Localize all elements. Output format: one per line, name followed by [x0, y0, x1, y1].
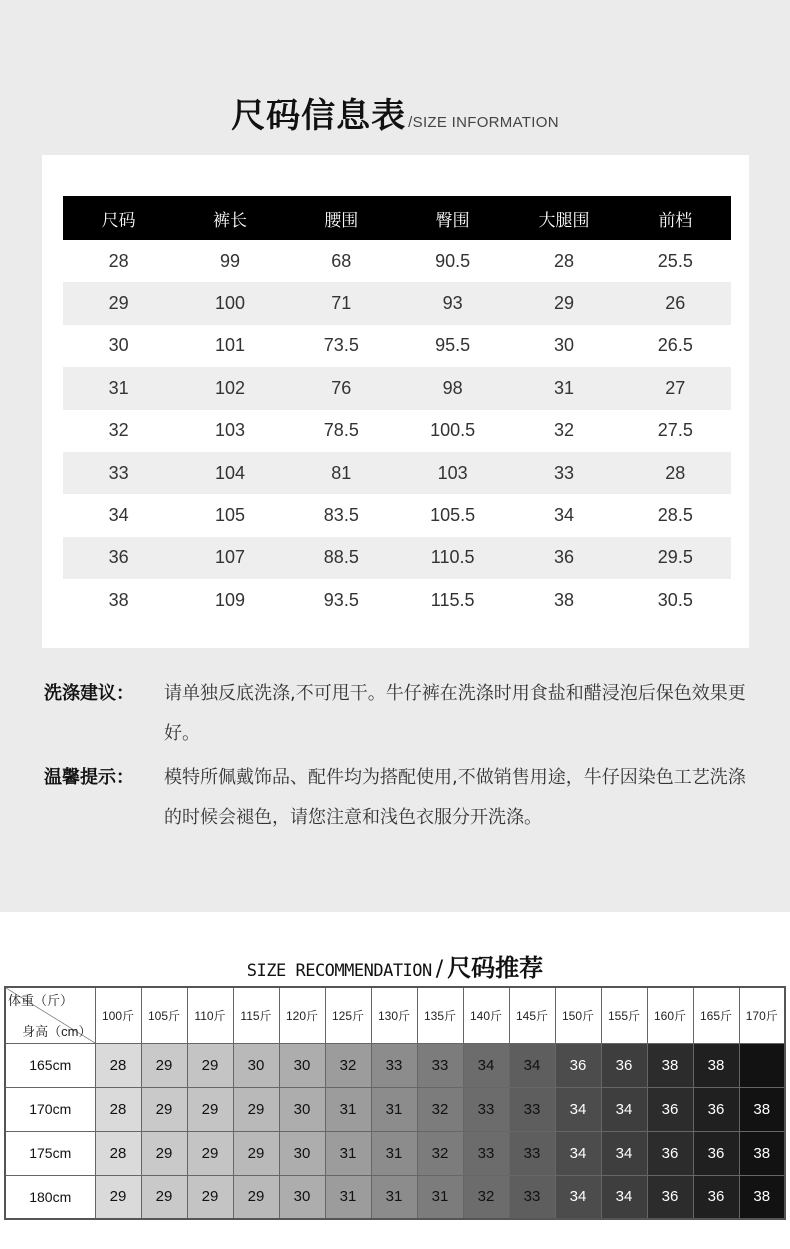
table-cell: 26 — [620, 282, 731, 324]
table-cell: 38 — [108, 589, 129, 610]
table-row — [63, 494, 731, 536]
table-cell: 30.5 — [657, 589, 693, 610]
recommended-size-cell: 34 — [601, 1087, 647, 1131]
corner-cell — [5, 987, 95, 1043]
recommended-size-cell: 32 — [325, 1043, 371, 1087]
recommended-size-cell: 34 — [555, 1175, 601, 1219]
recommended-size-cell: 36 — [647, 1131, 693, 1175]
table-cell: 28 — [620, 452, 731, 494]
recommended-size-cell: 28 — [95, 1043, 141, 1087]
recommended-size-cell: 33 — [463, 1131, 509, 1175]
recommended-size-cell: 32 — [417, 1087, 463, 1131]
wash-advice-text: 请单独反底洗涤,不可甩干。牛仔裤在洗涤时用食盐和醋浸泡后保色效果更好。 — [164, 683, 746, 744]
weight-header: 105斤 — [141, 987, 187, 1043]
table-cell: 81 — [286, 452, 397, 494]
recommended-size-cell: 29 — [233, 1175, 279, 1219]
recommended-size-cell: 34 — [601, 1131, 647, 1175]
size-table — [63, 196, 731, 622]
table-cell: 110.5 — [397, 537, 508, 579]
table-cell: 33 — [63, 452, 174, 494]
page-title — [0, 88, 790, 137]
table-cell: 36 — [508, 537, 619, 579]
height-label: 180cm — [5, 1175, 95, 1219]
size-table-header-row — [63, 196, 731, 240]
table-cell: 28 — [108, 250, 129, 271]
weight-header: 165斤 — [693, 987, 739, 1043]
recommended-size-cell: 33 — [463, 1087, 509, 1131]
recommended-size-cell: 33 — [371, 1043, 417, 1087]
table-row — [63, 537, 731, 579]
corner-weight-label: 体重（斤） — [8, 993, 74, 1008]
table-cell: 27.5 — [657, 420, 693, 441]
recommended-size-cell: 30 — [279, 1043, 325, 1087]
recommended-size-cell: 34 — [601, 1175, 647, 1219]
recommended-size-cell: 31 — [371, 1131, 417, 1175]
table-cell: 34 — [108, 505, 129, 526]
recommended-size-cell: 30 — [279, 1087, 325, 1131]
table-cell: 29 — [63, 282, 174, 324]
recommended-size-cell: 36 — [647, 1087, 693, 1131]
table-cell: 100.5 — [430, 420, 476, 441]
table-cell: 29.5 — [620, 537, 731, 579]
table-cell: 32 — [108, 420, 129, 441]
recommendation-row — [5, 1043, 785, 1087]
table-cell: 31 — [508, 367, 619, 409]
table-cell: 28 — [553, 250, 574, 271]
recommended-size-cell: 28 — [95, 1087, 141, 1131]
header-size: 尺码 — [63, 196, 174, 240]
recommended-size-cell: 33 — [417, 1043, 463, 1087]
recommended-size-cell: 32 — [417, 1131, 463, 1175]
recommendation-row — [5, 1131, 785, 1175]
table-cell: 102 — [174, 367, 285, 409]
recommended-size-cell: 30 — [233, 1043, 279, 1087]
table-cell: 95.5 — [435, 335, 471, 356]
table-cell: 93 — [397, 282, 508, 324]
header-front-rise: 前档 — [620, 196, 731, 240]
recommended-size-cell: 34 — [463, 1043, 509, 1087]
table-cell: 78.5 — [323, 420, 359, 441]
table-row — [63, 282, 731, 324]
recommended-size-cell: 33 — [509, 1087, 555, 1131]
recommended-size-cell: 38 — [693, 1043, 739, 1087]
weight-header: 155斤 — [601, 987, 647, 1043]
weight-header: 140斤 — [463, 987, 509, 1043]
table-row — [63, 579, 731, 621]
recommended-size-cell: 38 — [739, 1087, 785, 1131]
weight-header: 100斤 — [95, 987, 141, 1043]
table-cell: 30 — [553, 335, 574, 356]
recommendation-table — [4, 986, 786, 1220]
recommended-size-cell: 29 — [141, 1087, 187, 1131]
table-cell: 30 — [108, 335, 129, 356]
recommended-size-cell: 31 — [371, 1087, 417, 1131]
recommended-size-cell: 32 — [463, 1175, 509, 1219]
weight-header: 150斤 — [555, 987, 601, 1043]
recommended-size-cell: 38 — [739, 1175, 785, 1219]
weight-header: 145斤 — [509, 987, 555, 1043]
table-cell: 115.5 — [430, 589, 475, 610]
recommended-size-cell: 36 — [693, 1131, 739, 1175]
wash-advice-label: 洗涤建议： — [44, 683, 134, 704]
table-cell: 68 — [331, 250, 352, 271]
table-cell: 90.5 — [435, 250, 471, 271]
table-cell: 76 — [286, 367, 397, 409]
title-cn: 尺码信息表 — [231, 96, 407, 136]
table-cell: 105 — [214, 505, 246, 526]
recommendation-header-row — [5, 987, 785, 1043]
recommended-size-cell: 34 — [509, 1043, 555, 1087]
recommendation-title-en: SIZE RECOMMENDATION — [246, 961, 432, 981]
recommended-size-cell: 29 — [141, 1043, 187, 1087]
recommended-size-cell: 30 — [279, 1175, 325, 1219]
weight-header: 110斤 — [187, 987, 233, 1043]
recommendation-title-cn: 尺码推荐 — [447, 954, 544, 982]
recommended-size-cell: 36 — [555, 1043, 601, 1087]
height-label: 165cm — [5, 1043, 95, 1087]
table-cell: 36 — [63, 537, 174, 579]
table-cell: 98 — [397, 367, 508, 409]
table-cell: 26.5 — [657, 335, 693, 356]
table-cell: 100 — [174, 282, 285, 324]
wash-advice — [44, 674, 764, 754]
recommended-size-cell: 29 — [233, 1087, 279, 1131]
warm-tip-label: 温馨提示： — [44, 767, 134, 788]
table-cell: 73.5 — [323, 335, 359, 356]
recommended-size-cell: 31 — [325, 1175, 371, 1219]
recommended-size-cell: 31 — [417, 1175, 463, 1219]
recommended-size-cell: 29 — [187, 1131, 233, 1175]
weight-header: 130斤 — [371, 987, 417, 1043]
table-cell: 31 — [63, 367, 174, 409]
recommended-size-cell: 34 — [555, 1131, 601, 1175]
table-cell: 34 — [553, 505, 574, 526]
recommended-size-cell — [739, 1043, 785, 1087]
header-waist: 腰围 — [286, 196, 397, 240]
table-cell: 93.5 — [323, 589, 359, 610]
table-cell: 103 — [214, 420, 246, 441]
table-cell: 71 — [286, 282, 397, 324]
recommended-size-cell: 29 — [187, 1043, 233, 1087]
recommended-size-cell: 29 — [141, 1131, 187, 1175]
recommended-size-cell: 30 — [279, 1131, 325, 1175]
table-row — [63, 325, 731, 367]
size-table-card — [42, 155, 749, 648]
height-label: 170cm — [5, 1087, 95, 1131]
table-cell: 103 — [397, 452, 508, 494]
recommended-size-cell: 29 — [141, 1175, 187, 1219]
table-cell: 25.5 — [657, 250, 693, 271]
table-cell: 88.5 — [286, 537, 397, 579]
table-row — [63, 367, 731, 409]
recommendation-title — [0, 948, 790, 983]
corner-height-label: 身高（cm） — [22, 1023, 92, 1039]
header-thigh: 大腿围 — [508, 196, 619, 240]
recommended-size-cell: 31 — [325, 1087, 371, 1131]
warm-tip — [44, 758, 764, 838]
table-cell: 101 — [214, 335, 246, 356]
size-table-body — [63, 240, 731, 622]
recommended-size-cell: 36 — [693, 1175, 739, 1219]
table-cell: 33 — [508, 452, 619, 494]
table-row — [63, 240, 731, 282]
recommended-size-cell: 38 — [647, 1043, 693, 1087]
recommendation-title-separator: / — [435, 957, 444, 982]
table-cell: 99 — [219, 250, 240, 271]
table-cell: 107 — [174, 537, 285, 579]
recommended-size-cell: 29 — [233, 1131, 279, 1175]
recommended-size-cell: 29 — [187, 1175, 233, 1219]
header-length: 裤长 — [174, 196, 285, 240]
recommended-size-cell: 36 — [601, 1043, 647, 1087]
table-cell: 83.5 — [323, 505, 359, 526]
recommended-size-cell: 33 — [509, 1131, 555, 1175]
table-row — [63, 452, 731, 494]
table-cell: 109 — [214, 589, 246, 610]
table-cell: 38 — [553, 589, 574, 610]
table-row — [63, 410, 731, 452]
recommended-size-cell: 36 — [693, 1087, 739, 1131]
warm-tip-text: 模特所佩戴饰品、配件均为搭配使用,不做销售用途，牛仔因染色工艺洗涤的时候会褪色，请您注意和浅色衣服分开洗涤。 — [164, 767, 746, 828]
weight-header: 160斤 — [647, 987, 693, 1043]
table-cell: 29 — [508, 282, 619, 324]
title-en: /SIZE INFORMATION — [408, 114, 559, 131]
recommended-size-cell: 28 — [95, 1131, 141, 1175]
recommended-size-cell: 34 — [555, 1087, 601, 1131]
weight-header: 125斤 — [325, 987, 371, 1043]
height-label: 175cm — [5, 1131, 95, 1175]
recommendation-row — [5, 1087, 785, 1131]
recommended-size-cell: 29 — [95, 1175, 141, 1219]
recommended-size-cell: 33 — [509, 1175, 555, 1219]
recommendation-body — [5, 1043, 785, 1219]
recommendation-row — [5, 1175, 785, 1219]
recommended-size-cell: 31 — [371, 1175, 417, 1219]
recommended-size-cell: 31 — [325, 1131, 371, 1175]
table-cell: 105.5 — [430, 505, 476, 526]
weight-header: 120斤 — [279, 987, 325, 1043]
header-hip: 臀围 — [397, 196, 508, 240]
recommended-size-cell: 36 — [647, 1175, 693, 1219]
weight-header: 135斤 — [417, 987, 463, 1043]
recommended-size-cell: 29 — [187, 1087, 233, 1131]
table-cell: 32 — [553, 420, 574, 441]
table-cell: 28.5 — [657, 505, 693, 526]
recommended-size-cell: 38 — [739, 1131, 785, 1175]
weight-header: 115斤 — [233, 987, 279, 1043]
table-cell: 27 — [620, 367, 731, 409]
weight-header: 170斤 — [739, 987, 785, 1043]
table-cell: 104 — [174, 452, 285, 494]
